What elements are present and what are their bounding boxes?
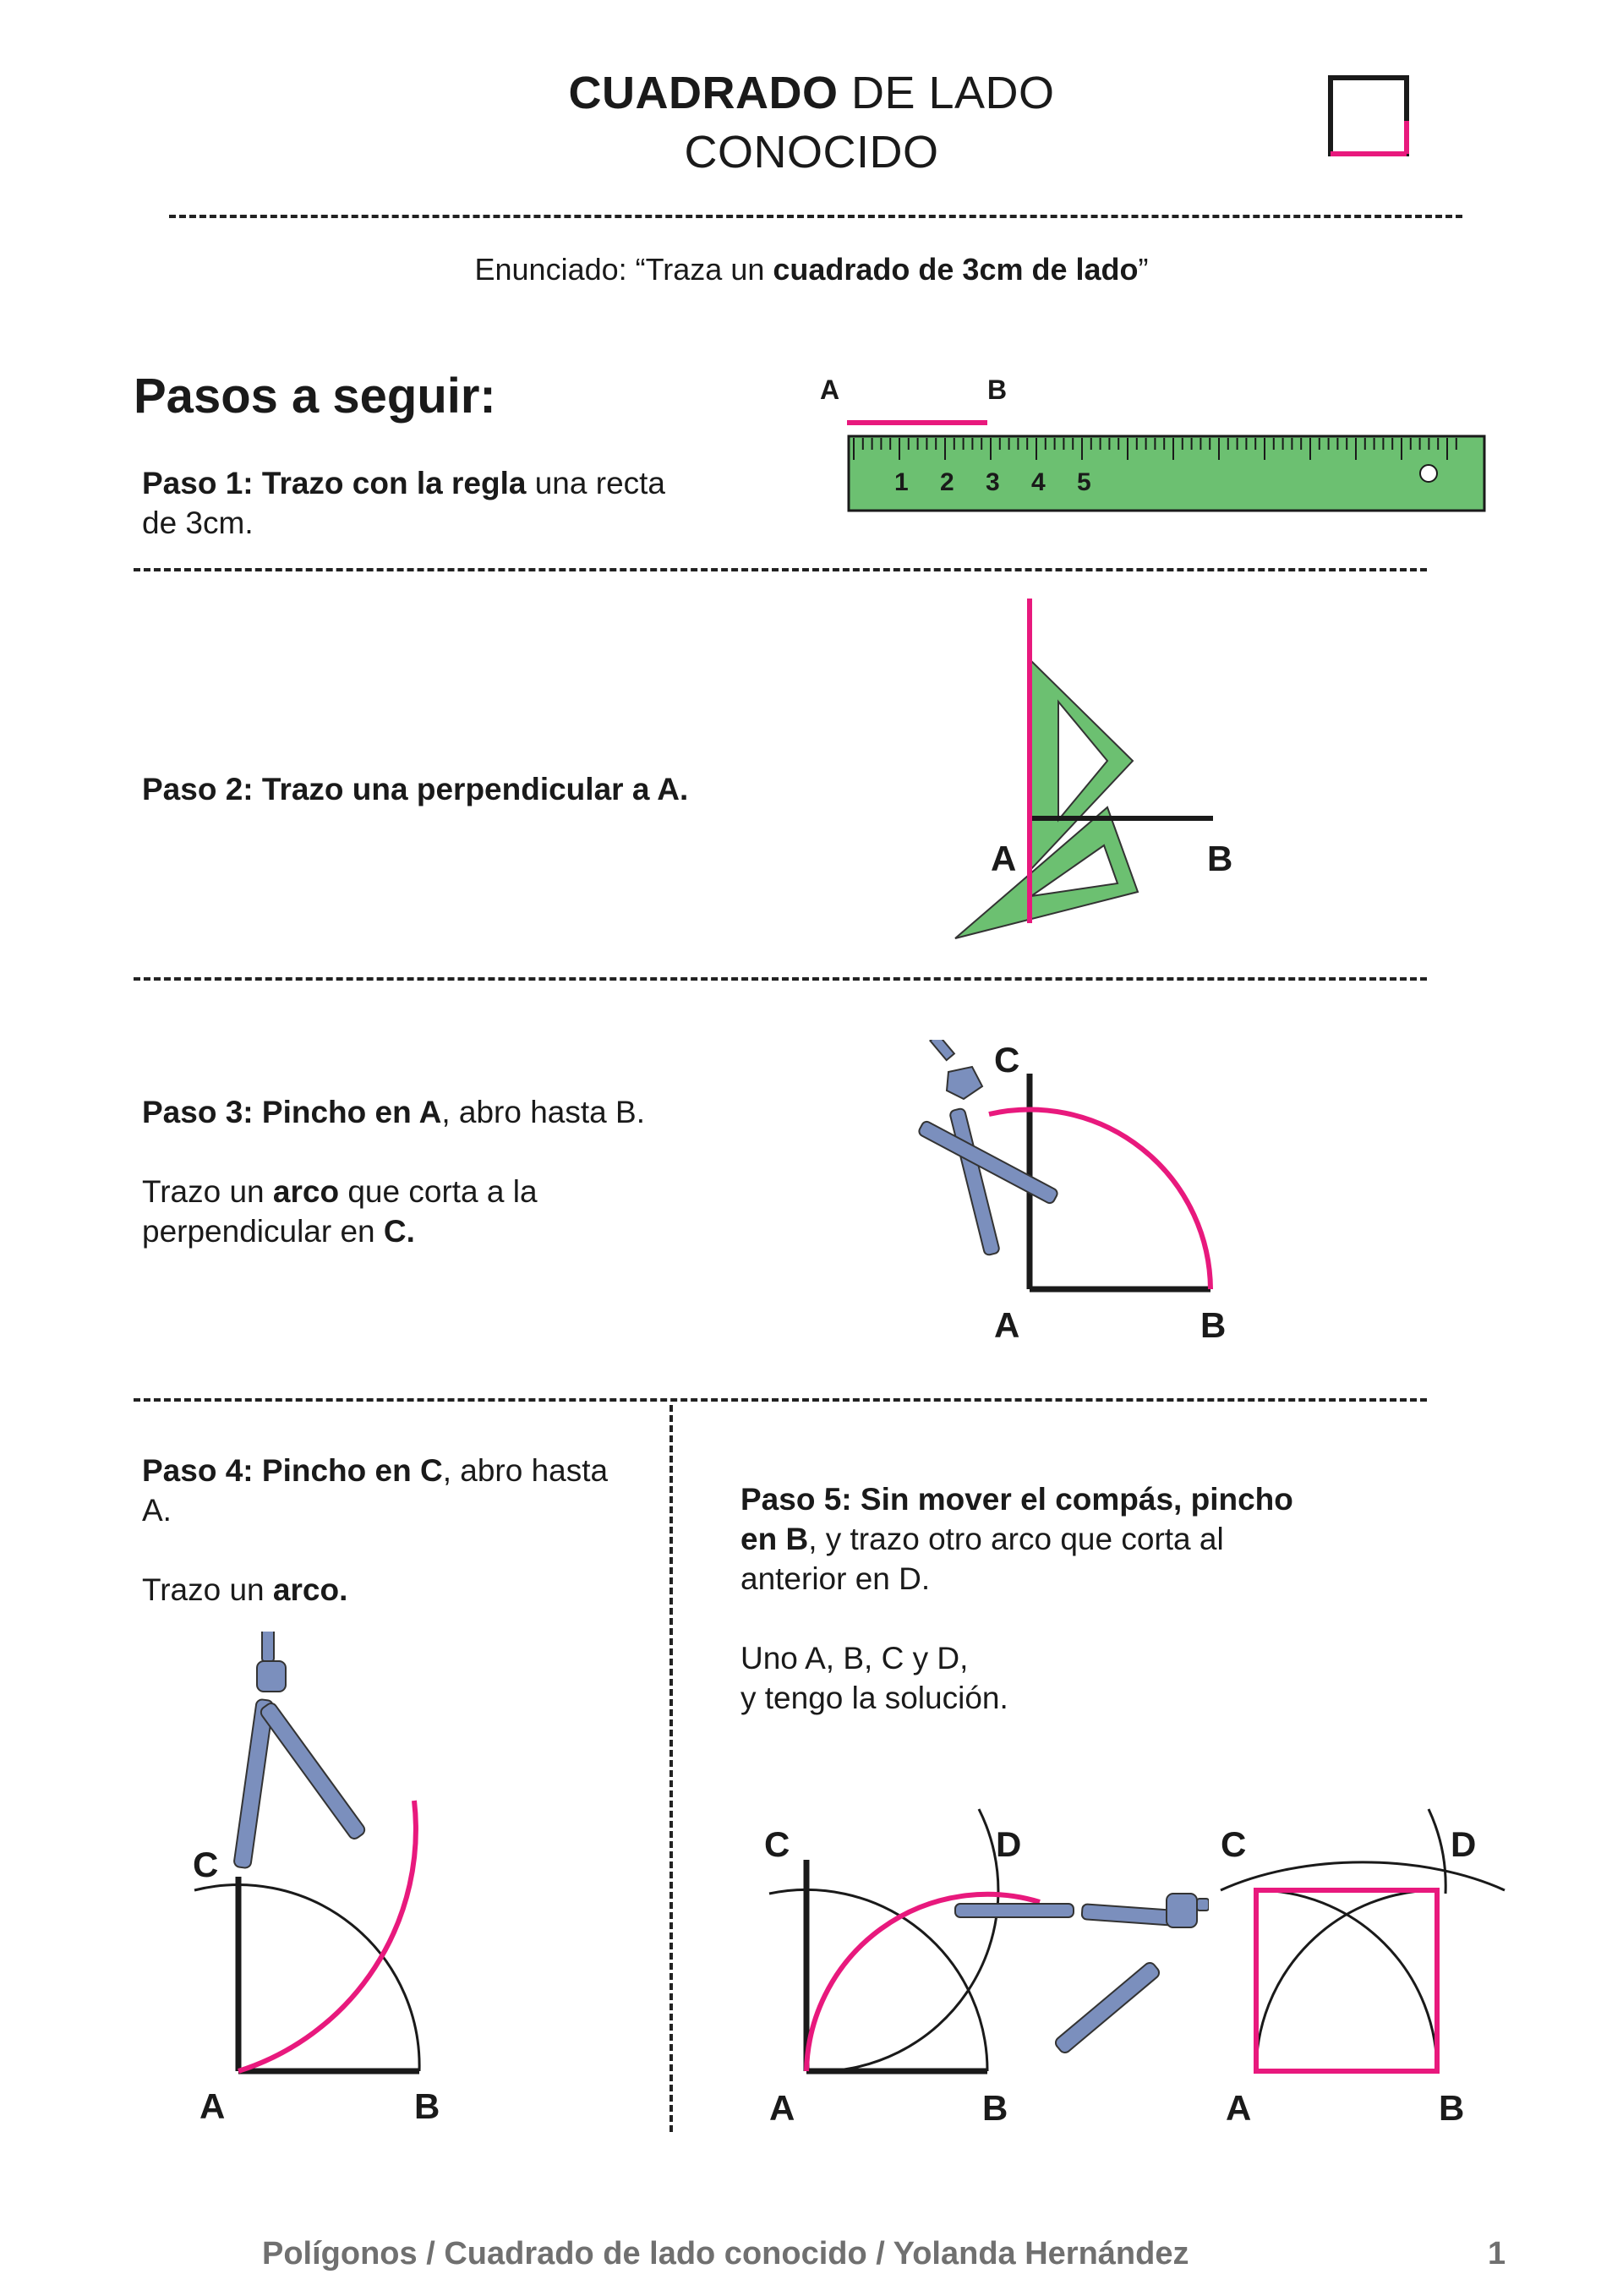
step-1-rest: una recta de 3cm. (142, 466, 666, 540)
compass-icon (917, 1040, 1058, 1256)
step-4-text (142, 1451, 615, 1610)
step-5-bold: Paso 5: Sin mover el compás, pincho en B (740, 1482, 1293, 1556)
solution-square (1256, 1890, 1437, 2071)
title-bold: CUADRADO (568, 68, 839, 118)
pasos-heading: Pasos a seguir: (134, 369, 496, 424)
divider-3 (134, 1398, 1427, 1402)
step-5-p2-line2: y tengo la solución. (740, 1681, 1008, 1715)
step-4-rest: , abro hasta A. (142, 1453, 609, 1528)
compass-icon (955, 1894, 1209, 2055)
solution-illustration (1217, 1792, 1522, 2164)
label-d: D (1451, 1824, 1477, 1864)
step-1-text (142, 463, 683, 543)
label-a: A (199, 2086, 226, 2126)
arc-c (989, 1110, 1210, 1289)
step-3-text (142, 1092, 751, 1251)
label-b: B (414, 2086, 440, 2126)
compass-icon (233, 1632, 367, 1868)
step-3-p2-pre: Trazo un (142, 1174, 273, 1209)
page-title (473, 63, 1150, 182)
label-a: A (991, 839, 1017, 878)
label-c: C (994, 1040, 1020, 1080)
label-b: B (982, 2088, 1008, 2128)
divider-vertical (669, 1405, 673, 2132)
statement-bold: cuadrado de 3cm de lado (773, 252, 1139, 287)
arc-step5 (806, 1894, 1040, 2071)
ruler-number: 5 (1077, 468, 1091, 496)
label-a: A (994, 1305, 1020, 1345)
statement (0, 252, 1623, 287)
step-3-p2-bold: arco (272, 1174, 340, 1209)
ruler-number: 1 (894, 468, 909, 496)
step-4-p2-bold: arco. (272, 1572, 348, 1607)
divider-1 (134, 568, 1427, 571)
divider-2 (134, 977, 1427, 981)
ruler-number: 3 (986, 468, 1000, 496)
step-4-illustration (169, 1632, 490, 2156)
step-5-text (740, 1479, 1349, 1718)
step-5-p2-line1: Uno A, B, C y D, (740, 1641, 969, 1676)
footer-text: Polígonos / Cuadrado de lado conocido / Yolanda Hernández (262, 2236, 1189, 2271)
step-2-bold: Paso 2: Trazo una perpendicular a A. (142, 772, 689, 806)
step-3-p2-bold2: C. (383, 1214, 415, 1249)
ruler-number: 2 (940, 468, 954, 496)
label-c: C (193, 1845, 219, 1884)
step-5-rest: , y trazo otro arco que corta al anterior en D. (740, 1522, 1224, 1596)
step-4-p2-pre: Trazo un (142, 1572, 273, 1607)
label-c: C (1221, 1824, 1247, 1864)
step-3-rest: , abro hasta B. (441, 1095, 645, 1129)
ruler-number: 4 (1031, 468, 1046, 496)
divider-title (169, 215, 1462, 218)
title-rest: DE LADO (838, 68, 1055, 118)
step-2-text (142, 769, 717, 809)
label-a: A (820, 374, 840, 405)
label-d: D (996, 1824, 1022, 1864)
label-b: B (987, 374, 1008, 405)
arc-step4 (238, 1801, 416, 2071)
step-3-p2-mid: que corta a la perpendicular en (142, 1174, 538, 1249)
step-5-illustration (744, 1792, 1209, 2164)
ruler-hole (1420, 465, 1437, 482)
step-4-bold: Paso 4: Pincho en C (142, 1453, 443, 1488)
statement-prefix: Enunciado: “Traza un (474, 252, 773, 287)
square-icon (1327, 74, 1412, 159)
label-b: B (1207, 839, 1233, 878)
label-c: C (764, 1824, 790, 1864)
label-a: A (769, 2088, 795, 2128)
step-3-bold: Paso 3: Pincho en A (142, 1095, 442, 1129)
title-line2: CONOCIDO (684, 127, 939, 178)
label-b: B (1200, 1305, 1227, 1345)
ruler-illustration (803, 364, 1496, 524)
step-3-illustration (913, 1040, 1268, 1361)
set-square-illustration (930, 592, 1268, 947)
label-b: B (1439, 2088, 1465, 2128)
step-1-bold: Paso 1: Trazo con la regla (142, 466, 527, 500)
statement-suffix: ” (1138, 252, 1149, 287)
label-a: A (1226, 2088, 1252, 2128)
page-number: 1 (1488, 2236, 1506, 2271)
